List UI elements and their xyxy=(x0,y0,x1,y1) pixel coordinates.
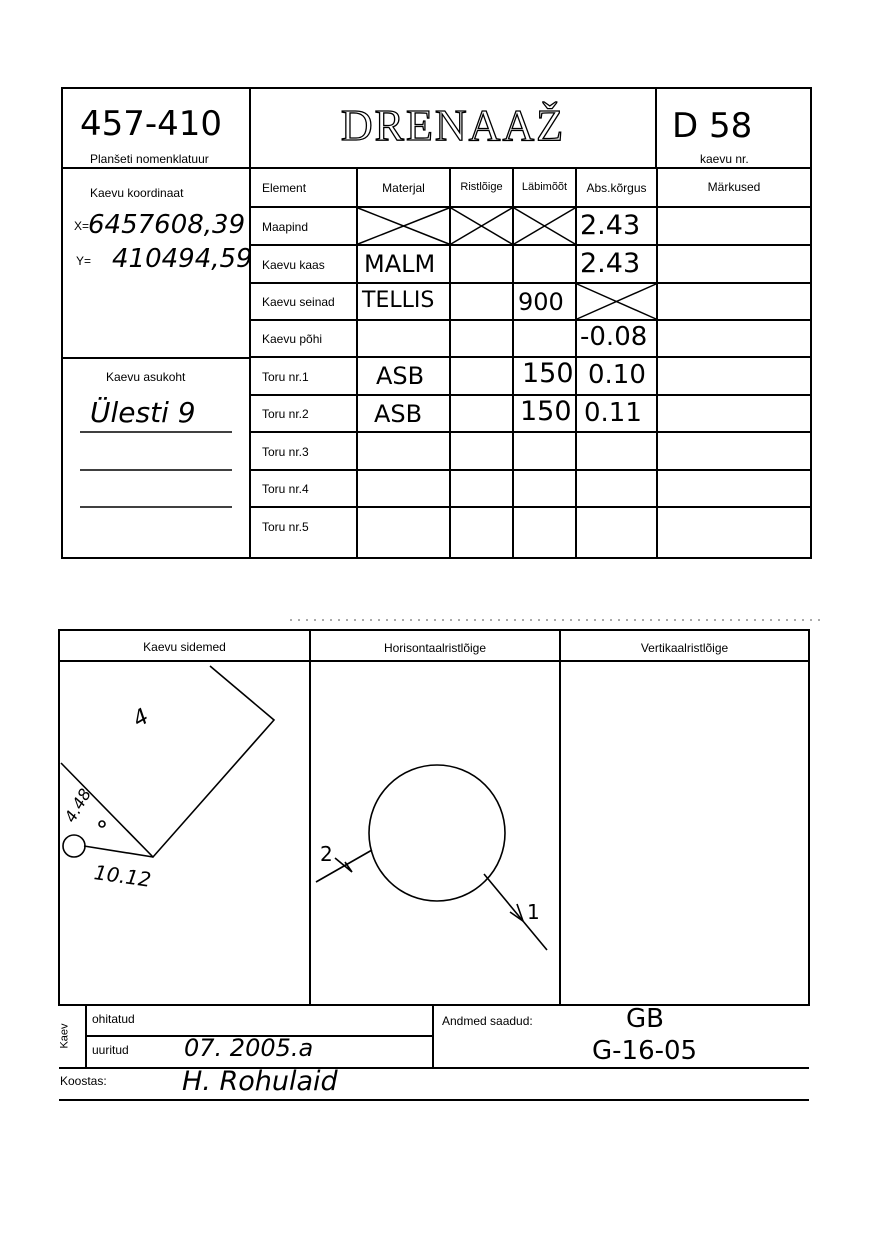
cell-diameter-toru1: 150 xyxy=(522,358,574,389)
well-side-label: Kaev xyxy=(58,1023,71,1049)
data-from-value-1: GB xyxy=(626,1004,664,1034)
row-element: Toru nr.2 xyxy=(262,407,309,421)
cell-material-kaas: MALM xyxy=(364,250,436,278)
surveyed-label: uuritud xyxy=(92,1043,129,1057)
cell-height-pohi: -0.08 xyxy=(580,322,648,352)
author-label: Koostas: xyxy=(60,1074,107,1088)
row-element: Toru nr.1 xyxy=(262,370,309,384)
row-element: Maapind xyxy=(262,220,309,234)
col-header-element: Element xyxy=(262,181,307,195)
row-element: Kaevu kaas xyxy=(262,258,325,272)
y-prefix: Y= xyxy=(76,254,92,268)
cell-material-seinad: TELLIS xyxy=(362,288,435,313)
ties-label: Kaevu sidemed xyxy=(143,640,226,654)
vertical-section-label: Vertikaalristlõige xyxy=(640,641,729,655)
col-header-diameter: Läbimõõt xyxy=(521,181,568,193)
col-header-notes: Märkused xyxy=(707,180,761,194)
pipe-2-label: 2 xyxy=(320,842,333,866)
dimension-2: 10.12 xyxy=(92,860,153,892)
x-value: 6457608,39 xyxy=(88,210,246,240)
surveyed-date: 07. 2005.a xyxy=(184,1034,314,1062)
row-element: Toru nr.3 xyxy=(262,445,309,459)
cell-material-toru2: ASB xyxy=(374,400,423,428)
row-element: Toru nr.4 xyxy=(262,482,309,496)
author-value: H. Rohulaid xyxy=(182,1066,338,1097)
data-from-value-2: G-16-05 xyxy=(592,1036,698,1066)
data-from-label: Andmed saadud: xyxy=(442,1014,533,1028)
cell-height-toru1: 0.10 xyxy=(588,360,646,390)
checked-label: ohitatud xyxy=(92,1012,135,1026)
cell-diameter-seinad: 900 xyxy=(518,288,564,316)
col-header-height: Abs.kõrgus xyxy=(586,181,647,195)
horizontal-section-label: Horisontaalristlõige xyxy=(383,641,487,655)
cell-diameter-toru2: 150 xyxy=(520,396,572,427)
building-number: 4 xyxy=(128,704,154,733)
row-element: Kaevu põhi xyxy=(262,332,323,346)
y-value: 410494,59 xyxy=(112,244,253,274)
col-header-section: Ristlõige xyxy=(460,181,503,193)
cell-material-toru1: ASB xyxy=(376,362,425,390)
location-value: Ülesti 9 xyxy=(90,396,196,429)
cell-height-maapind: 2.43 xyxy=(580,210,641,241)
sheet-label: Planšeti nomenklatuur xyxy=(90,152,209,166)
well-label: kaevu nr. xyxy=(700,152,749,166)
col-header-material: Materjal xyxy=(382,181,425,195)
dimension-1: 4.48 xyxy=(60,785,95,826)
page-title: DRENAAŽ xyxy=(340,101,566,150)
row-element: Toru nr.5 xyxy=(262,520,309,534)
location-label: Kaevu asukoht xyxy=(106,370,186,384)
cell-height-kaas: 2.43 xyxy=(580,248,641,279)
pipe-1-label: 1 xyxy=(527,900,540,924)
sheet-number: 457-410 xyxy=(80,104,223,144)
well-number: D 58 xyxy=(672,106,753,146)
row-element: Kaevu seinad xyxy=(262,295,335,309)
x-prefix: X= xyxy=(74,219,90,233)
coordinates-label: Kaevu koordinaat xyxy=(90,186,184,200)
cell-height-toru2: 0.11 xyxy=(584,398,642,428)
